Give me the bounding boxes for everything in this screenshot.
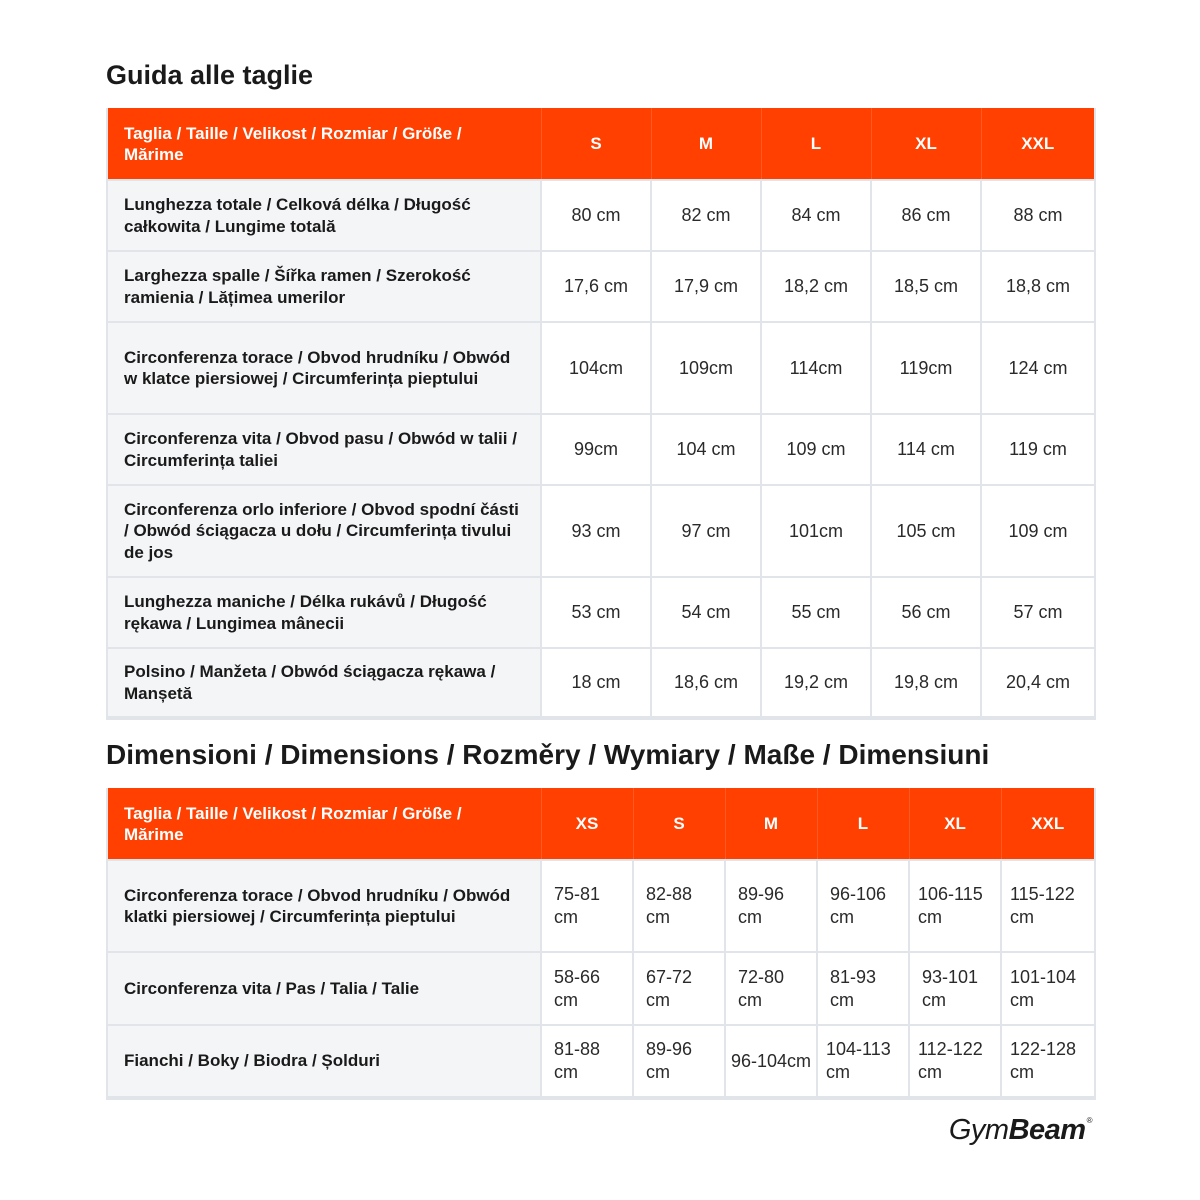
row-label: Circonferenza torace / Obvod hrudníku / Obwód klatki piersiowej / Circumferința pieptului <box>107 860 541 952</box>
table-cell: 109 cm <box>761 414 871 485</box>
table-cell: 84 cm <box>761 180 871 251</box>
table-cell: 82 cm <box>651 180 761 251</box>
table-cell: 54 cm <box>651 577 761 648</box>
table-cell: 88 cm <box>981 180 1095 251</box>
table-row <box>107 322 1095 414</box>
table-cell: 115-122 cm <box>1001 860 1095 952</box>
size-header-s: S <box>541 108 651 180</box>
table-cell: 93 cm <box>541 485 651 577</box>
dimensions-table <box>106 788 1096 1100</box>
dim-header-xs: XS <box>541 788 633 860</box>
logo-text-beam: Beam <box>1008 1114 1086 1146</box>
table-cell: 89-96 cm <box>633 1025 725 1098</box>
row-label: Lunghezza maniche / Délka rukávů / Długość rękawa / Lungimea mânecii <box>107 577 541 648</box>
table-cell: 81-93 cm <box>817 952 909 1025</box>
row-label: Circonferenza torace / Obvod hrudníku / Obwód w klatce piersiowej / Circumferința pieptului <box>107 322 541 414</box>
table-cell: 119 cm <box>981 414 1095 485</box>
table-cell: 105 cm <box>871 485 981 577</box>
table-row <box>107 577 1095 648</box>
table-cell: 114cm <box>761 322 871 414</box>
table-cell: 96-104cm <box>725 1025 817 1098</box>
table-cell: 17,6 cm <box>541 251 651 322</box>
table-cell: 96-106 cm <box>817 860 909 952</box>
table-cell: 80 cm <box>541 180 651 251</box>
dimensions-title: Dimensioni / Dimensions / Rozměry / Wymiary / Maße / Dimensiuni <box>106 739 990 770</box>
table-cell: 55 cm <box>761 577 871 648</box>
table-cell: 82-88 cm <box>633 860 725 952</box>
row-label: Circonferenza vita / Obvod pasu / Obwód w talii / Circumferința taliei <box>107 414 541 485</box>
table-cell: 56 cm <box>871 577 981 648</box>
table-row <box>107 860 1095 952</box>
dim-header-m: M <box>725 788 817 860</box>
table-cell: 72-80 cm <box>725 952 817 1025</box>
dim-header-s: S <box>633 788 725 860</box>
table-row <box>107 648 1095 718</box>
table-cell: 104 cm <box>651 414 761 485</box>
table-cell: 114 cm <box>871 414 981 485</box>
table-row <box>107 251 1095 322</box>
table-cell: 86 cm <box>871 180 981 251</box>
size-header-label: Taglia / Taille / Velikost / Rozmiar / Größe / Mărime <box>107 108 541 180</box>
table-cell: 101-104 cm <box>1001 952 1095 1025</box>
table-row <box>107 1025 1095 1098</box>
table-cell: 109 cm <box>981 485 1095 577</box>
table-row <box>107 414 1095 485</box>
table-cell: 122-128 cm <box>1001 1025 1095 1098</box>
table-cell: 106-115 cm <box>909 860 1001 952</box>
table-cell: 18 cm <box>541 648 651 718</box>
table-row <box>107 180 1095 251</box>
row-label: Fianchi / Boky / Biodra / Șolduri <box>107 1025 541 1098</box>
table-header-row <box>107 108 1095 180</box>
dim-header-xl: XL <box>909 788 1001 860</box>
logo-text-gym: Gym <box>948 1114 1009 1146</box>
table-cell: 57 cm <box>981 577 1095 648</box>
table-cell: 17,9 cm <box>651 251 761 322</box>
size-header-m: M <box>651 108 761 180</box>
row-label: Larghezza spalle / Šířka ramen / Szerokość ramienia / Lățimea umerilor <box>107 251 541 322</box>
table-cell: 19,2 cm <box>761 648 871 718</box>
size-header-l: L <box>761 108 871 180</box>
registered-mark: ® <box>1086 1116 1092 1125</box>
table-row <box>107 952 1095 1025</box>
table-cell: 67-72 cm <box>633 952 725 1025</box>
table-cell: 20,4 cm <box>981 648 1095 718</box>
dimensions-header-label: Taglia / Taille / Velikost / Rozmiar / Größe / Mărime <box>107 788 541 860</box>
table-cell: 99cm <box>541 414 651 485</box>
dim-header-xxl: XXL <box>1001 788 1095 860</box>
table-cell: 53 cm <box>541 577 651 648</box>
size-header-xl: XL <box>871 108 981 180</box>
table-cell: 18,8 cm <box>981 251 1095 322</box>
table-cell: 19,8 cm <box>871 648 981 718</box>
table-cell: 104cm <box>541 322 651 414</box>
table-cell: 89-96 cm <box>725 860 817 952</box>
table-cell: 109cm <box>651 322 761 414</box>
table-cell: 58-66 cm <box>541 952 633 1025</box>
table-cell: 97 cm <box>651 485 761 577</box>
row-label: Circonferenza orlo inferiore / Obvod spodní části / Obwód ściągacza u dołu / Circumferința tivului de jos <box>107 485 541 577</box>
gymbeam-logo <box>949 1114 1092 1147</box>
table-cell: 75-81 cm <box>541 860 633 952</box>
table-cell: 119cm <box>871 322 981 414</box>
size-guide-title: Guida alle taglie <box>106 60 314 90</box>
table-header-row <box>107 788 1095 860</box>
size-header-xxl: XXL <box>981 108 1095 180</box>
row-label: Circonferenza vita / Pas / Talia / Talie <box>107 952 541 1025</box>
table-cell: 18,2 cm <box>761 251 871 322</box>
table-cell: 124 cm <box>981 322 1095 414</box>
size-guide-table <box>106 108 1096 720</box>
table-cell: 93-101 cm <box>909 952 1001 1025</box>
table-row <box>107 485 1095 577</box>
table-cell: 101cm <box>761 485 871 577</box>
dim-header-l: L <box>817 788 909 860</box>
row-label: Lunghezza totale / Celková délka / Długość całkowita / Lungime totală <box>107 180 541 251</box>
table-cell: 81-88 cm <box>541 1025 633 1098</box>
table-cell: 18,6 cm <box>651 648 761 718</box>
table-cell: 104-113 cm <box>817 1025 909 1098</box>
table-cell: 112-122 cm <box>909 1025 1001 1098</box>
table-cell: 18,5 cm <box>871 251 981 322</box>
row-label: Polsino / Manžeta / Obwód ściągacza rękawa / Manșetă <box>107 648 541 718</box>
